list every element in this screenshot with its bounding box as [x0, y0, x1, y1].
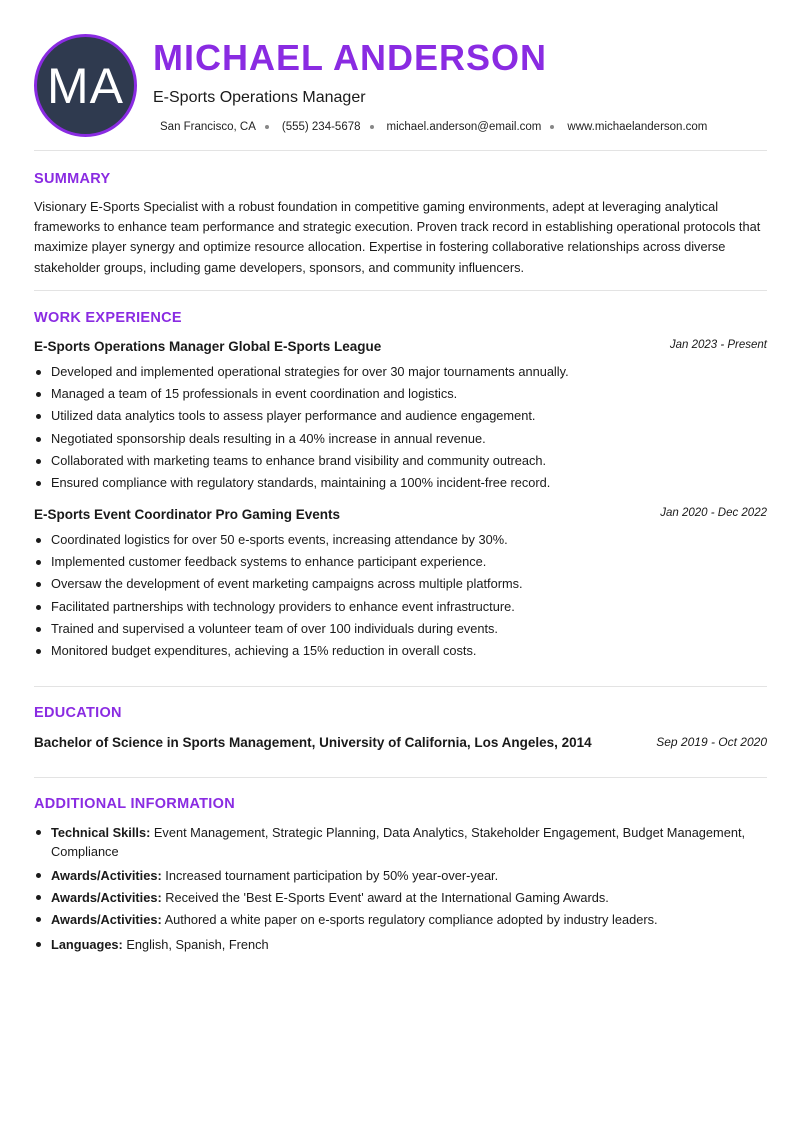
info-label: Awards/Activities: [51, 912, 162, 927]
contact-website[interactable]: www.michaelanderson.com [567, 121, 708, 133]
list-item: Negotiated sponsorship deals resulting in a 40% increase in annual revenue. [34, 431, 767, 447]
list-item: Implemented customer feedback systems to enhance participant experience. [34, 554, 767, 570]
list-item [34, 866, 767, 885]
section-divider [34, 150, 767, 151]
job-role-company: E-Sports Event Coordinator Pro Gaming Events [34, 507, 341, 522]
section-divider [34, 290, 767, 291]
info-text: Received the 'Best E-Sports Event' award at the International Gaming Awards. [161, 890, 609, 905]
candidate-name: MICHAEL ANDERSON [153, 37, 548, 78]
job-role-company: E-Sports Operations Manager Global E-Sports League [34, 339, 382, 354]
info-text: English, Spanish, French [122, 937, 269, 952]
education-heading: EDUCATION [34, 705, 122, 721]
section-divider [34, 777, 767, 778]
additional-info-list [34, 823, 767, 954]
list-item: Monitored budget expenditures, achieving a 15% reduction in overall costs. [34, 643, 767, 659]
summary-text: Visionary E-Sports Specialist with a robust foundation in competitive gaming environments, adept at leveraging analytical frameworks to enhance team performance and strategic execution. Proven track record in establishing operational protocols that maximize player synergy and optimize resource allocation. Expertise in fostering collaborative relationships across diverse stakeholder groups, including game developers, sponsors, and community influencers. [34, 199, 761, 275]
experience-heading: WORK EXPERIENCE [34, 310, 182, 326]
info-label: Languages: [51, 937, 123, 952]
dot-separator-icon [550, 125, 554, 129]
list-item [34, 823, 767, 861]
job-bullet-list [34, 364, 767, 497]
education-entry [34, 734, 767, 752]
info-text: Authored a white paper on e-sports regulatory compliance adopted by industry leaders. [161, 912, 658, 927]
contact-phone: (555) 234-5678 [281, 121, 361, 133]
list-item: Coordinated logistics for over 50 e-sports events, increasing attendance by 30%. [34, 532, 767, 548]
contact-bar [160, 121, 707, 133]
list-item: Utilized data analytics tools to assess player performance and audience engagement. [34, 408, 767, 424]
dot-separator-icon [370, 125, 374, 129]
list-item: Oversaw the development of event marketing campaigns across multiple platforms. [34, 576, 767, 592]
info-label: Technical Skills: [51, 825, 151, 840]
job-header [34, 506, 767, 524]
list-item [34, 935, 767, 954]
job-bullet-list [34, 532, 767, 665]
education-degree: Bachelor of Science in Sports Management, University of California, Los Angeles, 2014 [34, 735, 592, 750]
contact-email[interactable]: michael.anderson@email.com [386, 121, 542, 133]
job-dates: Jan 2023 - Present [669, 339, 767, 351]
avatar-initials: MA [34, 34, 137, 137]
list-item [34, 888, 767, 907]
job-dates: Jan 2020 - Dec 2022 [660, 507, 767, 519]
list-item: Managed a team of 15 professionals in event coordination and logistics. [34, 386, 767, 402]
list-item: Collaborated with marketing teams to enhance brand visibility and community outreach. [34, 453, 767, 469]
info-label: Awards/Activities: [51, 868, 162, 883]
section-divider [34, 686, 767, 687]
summary-heading: SUMMARY [34, 171, 111, 187]
list-item: Ensured compliance with regulatory standards, maintaining a 100% incident-free record. [34, 475, 767, 491]
info-text: Increased tournament participation by 50% year-over-year. [161, 868, 499, 883]
education-dates: Sep 2019 - Oct 2020 [656, 735, 767, 749]
list-item: Facilitated partnerships with technology providers to enhance event infrastructure. [34, 599, 767, 615]
additional-heading: ADDITIONAL INFORMATION [34, 796, 235, 812]
contact-location: San Francisco, CA [160, 121, 256, 133]
dot-separator-icon [265, 125, 269, 129]
list-item: Developed and implemented operational strategies for over 30 major tournaments annually. [34, 364, 767, 380]
info-label: Awards/Activities: [51, 890, 162, 905]
job-header [34, 338, 767, 356]
info-text: Event Management, Strategic Planning, Data Analytics, Stakeholder Engagement, Budget Management, Compliance [51, 825, 746, 859]
list-item: Trained and supervised a volunteer team of over 100 individuals during events. [34, 621, 767, 637]
candidate-title: E-Sports Operations Manager [153, 89, 366, 106]
list-item [34, 910, 767, 929]
